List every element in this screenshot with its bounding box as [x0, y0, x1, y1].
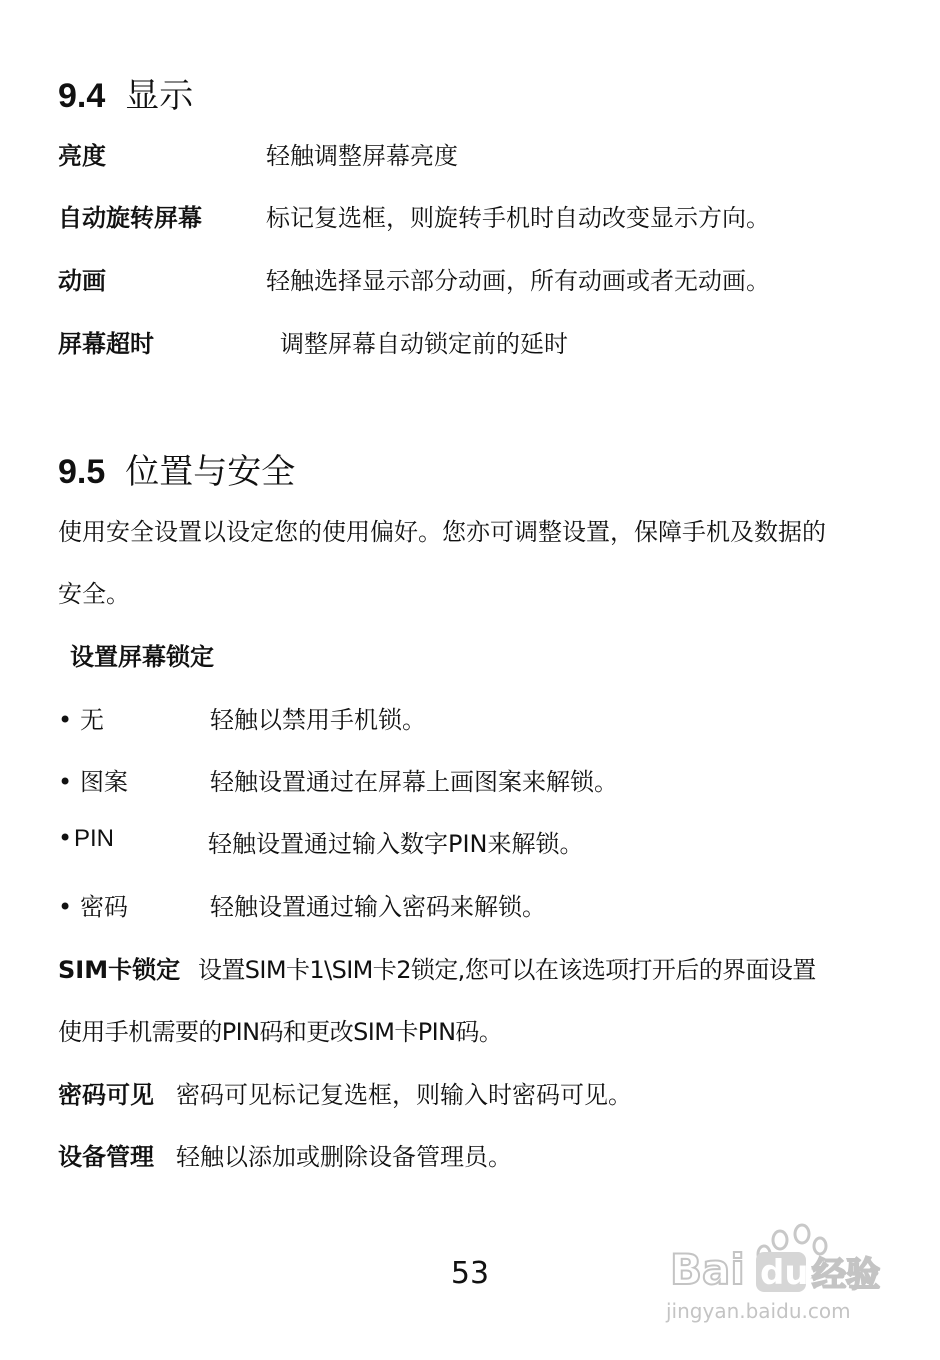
bullet-desc: 轻触以禁用手机锁。: [210, 706, 426, 734]
intro-line-2: 安全。: [58, 580, 130, 608]
desc-device-admin: 轻触以添加或删除设备管理员。: [176, 1143, 512, 1171]
bullet-dot: •: [58, 824, 73, 852]
bullet-desc: 轻触设置通过在屏幕上画图案来解锁。: [210, 768, 618, 796]
term-device-admin: 设备管理: [58, 1143, 154, 1171]
svg-text:du: du: [760, 1253, 809, 1293]
desc-brightness: 轻触调整屏幕亮度: [266, 142, 458, 170]
section-number: 9.5: [58, 453, 106, 491]
intro-line-1: 使用安全设置以设定您的使用偏好。您亦可调整设置，保障手机及数据的: [58, 518, 826, 546]
term-auto-rotate: 自动旋转屏幕: [58, 204, 202, 232]
baidu-jingyan-watermark: [652, 1222, 892, 1332]
term-password-visible: 密码可见: [58, 1081, 154, 1109]
bullet-dot: •: [58, 893, 73, 921]
section-title: 位置与安全: [125, 453, 296, 491]
bullet-label: 密码: [80, 893, 128, 921]
term-animation: 动画: [58, 267, 106, 295]
desc-animation: 轻触选择显示部分动画，所有动画或者无动画。: [266, 267, 770, 295]
list-item: [58, 887, 128, 922]
bullet-label: PIN: [74, 825, 115, 852]
bullet-label: 图案: [80, 768, 128, 796]
bullet-desc: 轻触设置通过输入密码来解锁。: [210, 893, 546, 921]
bullet-label: 无: [80, 706, 104, 734]
desc-sim-lock: 设置SIM卡1\SIM卡2锁定,您可以在该选项打开后的界面设置: [198, 956, 816, 984]
desc-password-visible: 密码可见标记复选框，则输入时密码可见。: [176, 1081, 632, 1109]
bullet-dot: •: [58, 768, 73, 796]
svg-text:经验: 经验: [812, 1255, 880, 1295]
subheading-screen-lock: 设置屏幕锁定: [70, 643, 214, 671]
svg-text:jingyan.baidu.com: jingyan.baidu.com: [666, 1299, 851, 1323]
section-number: 9.4: [58, 77, 106, 115]
bullet-desc: 轻触设置通过输入数字PIN来解锁。: [208, 830, 584, 858]
desc-screen-timeout: 调整屏幕自动锁定前的延时: [280, 330, 568, 358]
svg-text:Bai: Bai: [670, 1245, 745, 1294]
list-item: [58, 762, 128, 797]
term-screen-timeout: 屏幕超时: [58, 330, 154, 358]
page-number: 53: [450, 1256, 490, 1291]
term-brightness: 亮度: [58, 142, 106, 170]
bullet-dot: •: [58, 706, 73, 734]
desc-sim-lock-line-2: 使用手机需要的PIN码和更改SIM卡PIN码。: [58, 1018, 503, 1046]
desc-auto-rotate: 标记复选框，则旋转手机时自动改变显示方向。: [266, 204, 770, 232]
list-item: [58, 824, 114, 853]
list-item: [58, 700, 104, 735]
section-heading-display: [58, 68, 193, 117]
term-sim-lock: SIM卡锁定: [58, 956, 181, 984]
section-heading-security: [58, 444, 295, 493]
section-title: 显示: [125, 77, 194, 115]
